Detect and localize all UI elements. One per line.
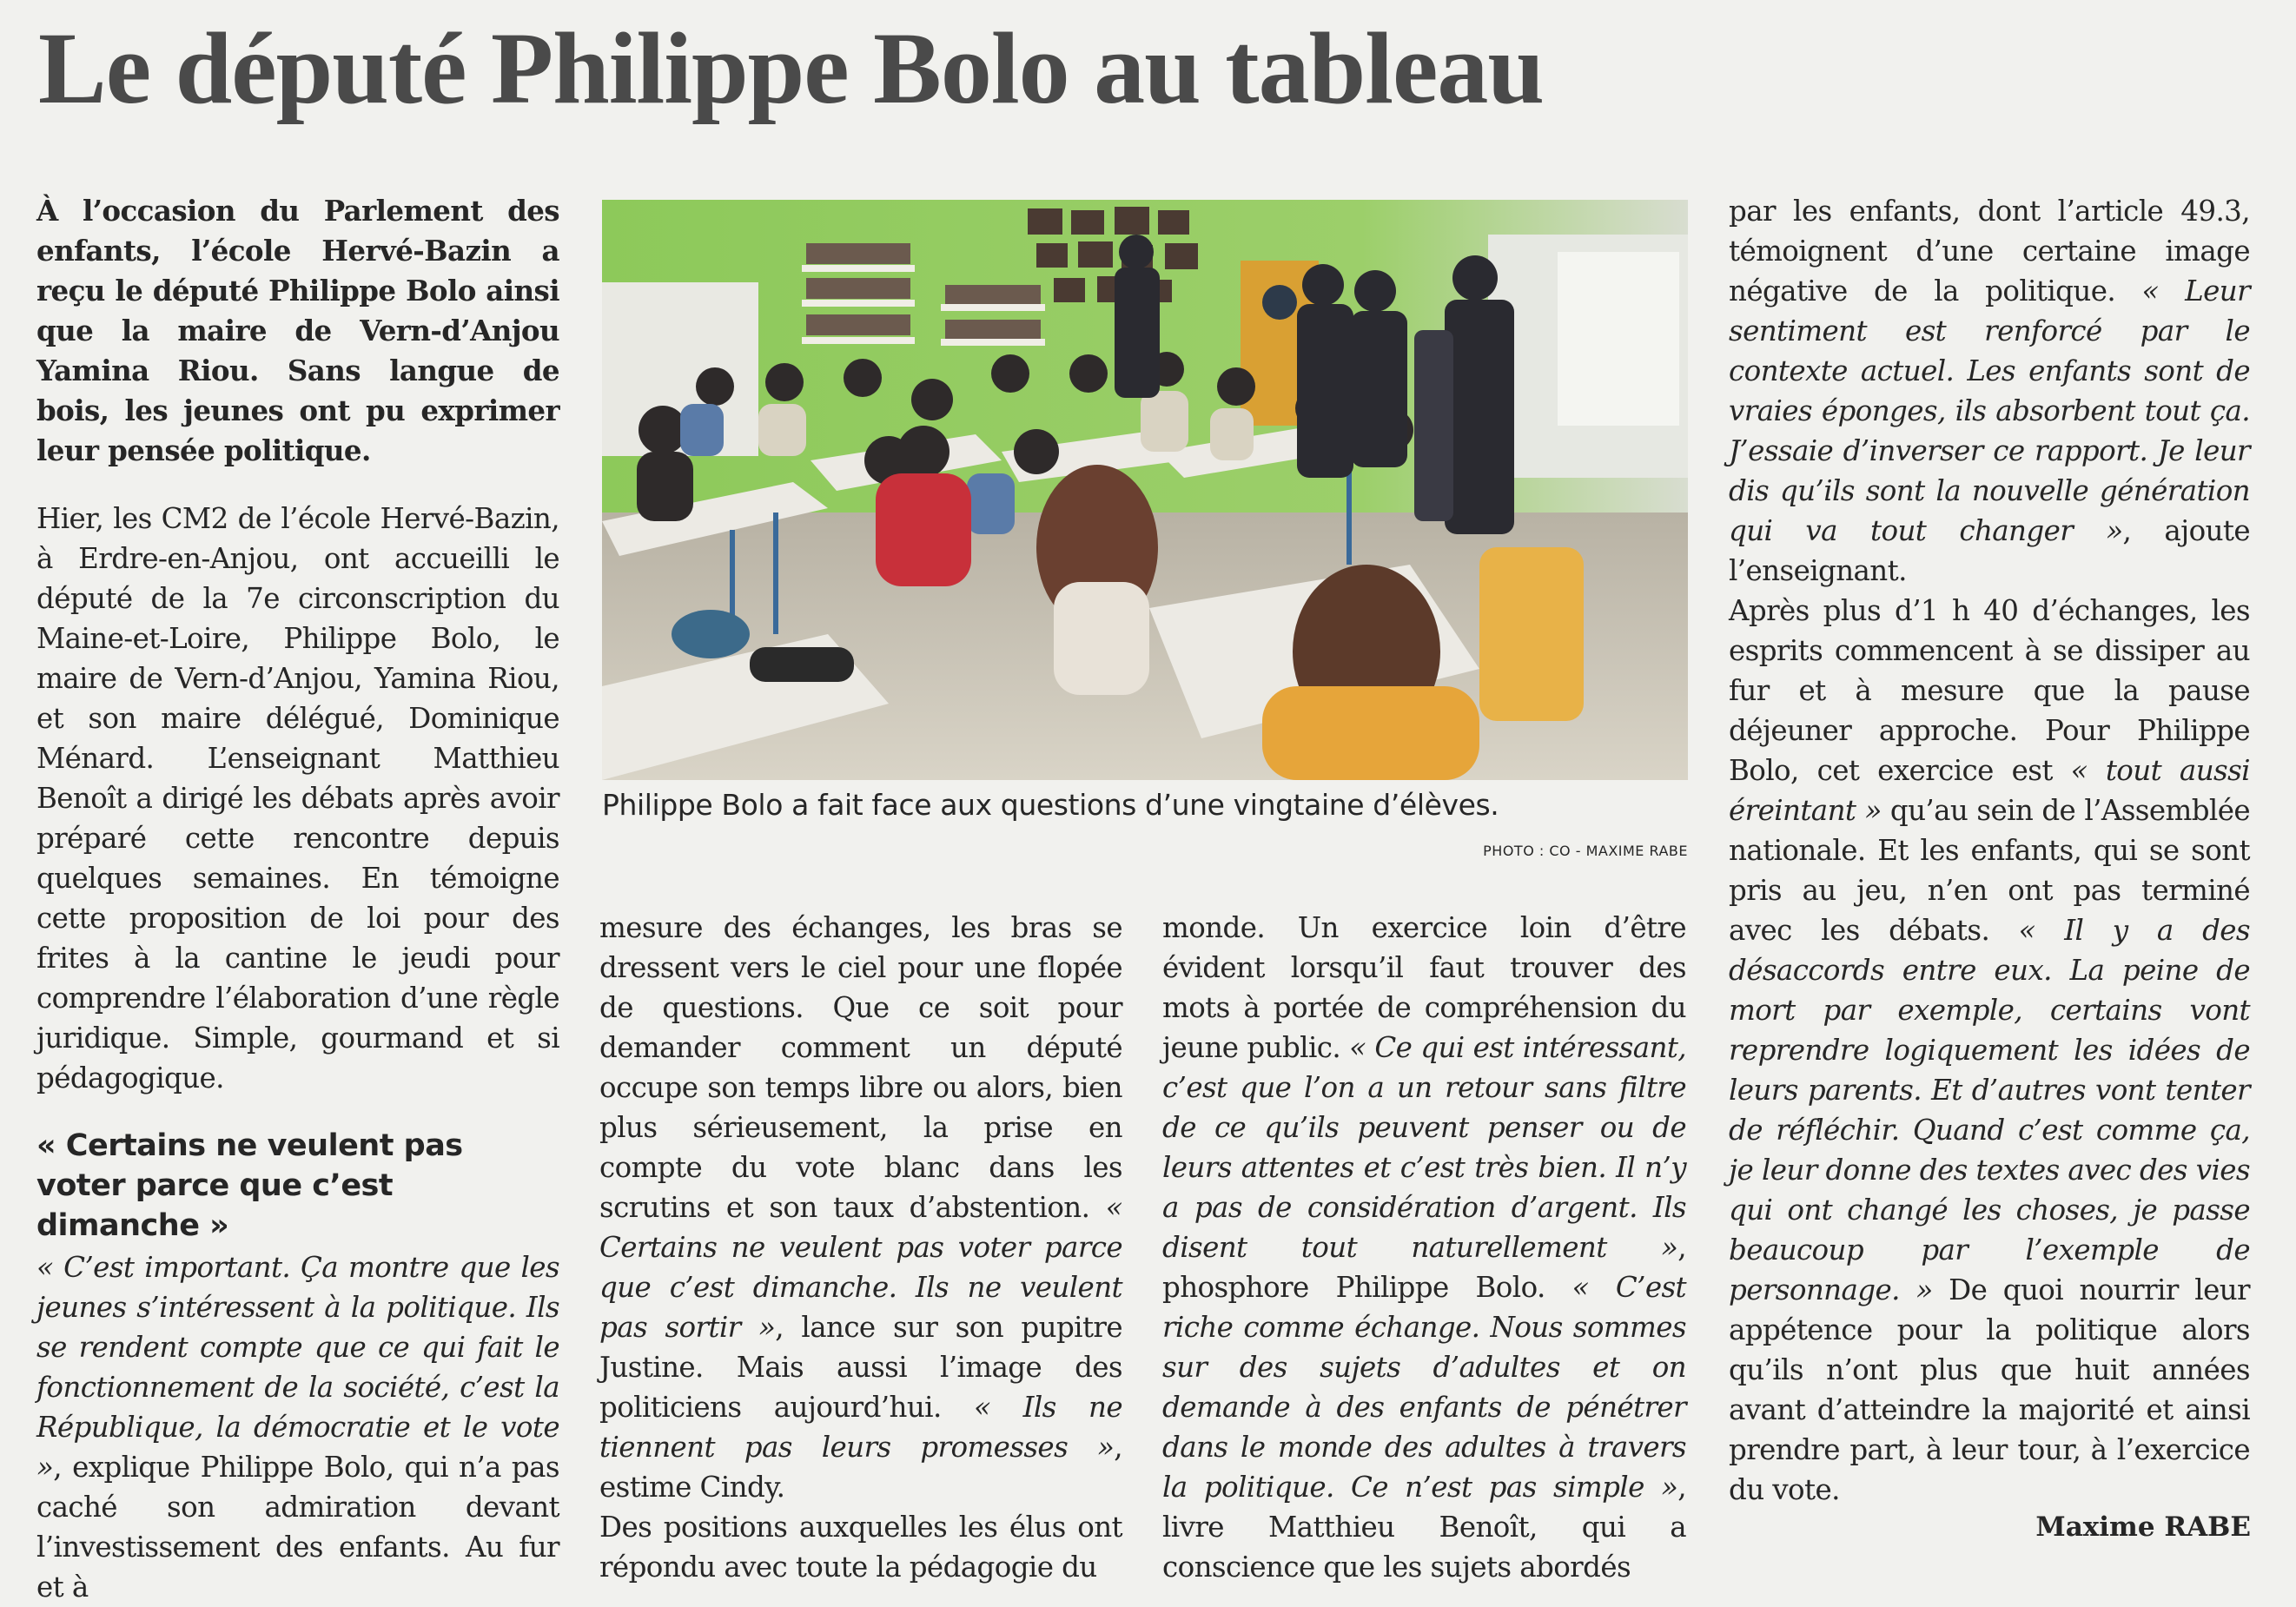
quote: « tout aussi éreintant » xyxy=(1729,754,2250,827)
body-text: mesure des échanges, les bras se dressent vers le ciel pour une flopée de questions. Que ce soit pour demander comment un député occupe son temps libre ou alors, bien plus sérieusement, la prise en compte du vote blanc dans les scrutins et son taux d’abstention. xyxy=(599,911,1122,1224)
quote: « Leur sentiment est renforcé par le contexte actuel. Les enfants sont de vraies éponges, ils absorbent tout ça. J’essaie d’inverser ce rapport. Je leur dis qu’ils sont la nouvelle génération qui va tout changer » xyxy=(1729,274,2251,547)
body-text: , livre Matthieu Benoît, qui a conscience que les sujets abordés xyxy=(1162,1471,1686,1584)
body-paragraph xyxy=(599,908,1122,1507)
body-text: , ajoute l’enseignant. xyxy=(1729,514,2251,587)
author-byline: Maxime RABE xyxy=(2035,1511,2251,1543)
body-text: Après plus d’1 h 40 d’échanges, les esprits commencent à se dissiper au fur et à mesure que la pause déjeuner approche. Pour Philippe Bolo, cet exercice est xyxy=(1729,594,2250,787)
photo-caption: Philippe Bolo a fait face aux questions d’une vingtaine d’élèves. xyxy=(602,788,1499,822)
body-text: De quoi nourrir leur appétence pour la politique alors qu’ils n’ont plus que huit années avant d’atteindre la majorité et ainsi prendre part, à leur tour, à l’exercice du vote. xyxy=(1729,1273,2250,1506)
intertitle: « Certains ne veulent pas voter parce que c’est dimanche » xyxy=(36,1128,463,1243)
headline: Le député Philippe Bolo au tableau xyxy=(38,11,1545,125)
article-column-2 xyxy=(599,908,1122,1587)
body-text: , estime Cindy. xyxy=(599,1431,1122,1504)
body-paragraph xyxy=(1729,591,2250,1510)
quote: « C’est riche comme échange. Nous sommes sur des sujets d’adultes et on demande à des enfants de pénétrer dans le monde des adultes à travers la politique. Ce n’est pas simple » xyxy=(1162,1271,1687,1504)
quote: « Ce qui est intéressant, c’est que l’on a un retour sans filtre de ce qu’ils peuvent penser ou de leurs attentes et c’est très bien. Il n’y a pas de considération d’argent. Ils disent tout naturellement » xyxy=(1162,1031,1687,1264)
article-column-3 xyxy=(1162,908,1686,1587)
body-text: , phosphore Philippe Bolo. xyxy=(1162,1231,1686,1304)
photo-credit: PHOTO : CO - MAXIME RABE xyxy=(1483,843,1688,859)
quote: « Certains ne veulent pas voter parce que c’est dimanche. Ils ne veulent pas sortir » xyxy=(599,1191,1122,1344)
quote: « Il y a des désaccords entre eux. La peine de mort par exemple, certains vont reprendre logiquement les idées de leurs parents. Et d’autres vont tenter de réfléchir. Quand c’est comme ça, je leur donne des textes avec des vies qui ont changé les choses, je passe beaucoup par l’exemple de personnage. » xyxy=(1729,914,2250,1306)
body-paragraph: Hier, les CM2 de l’école Hervé-Bazin, à Erdre-en-Anjou, ont accueilli le député de la 7e circonscription du Maine-et-Loire, Philippe Bolo, le maire de Vern-d’Anjou, Yamina Riou, et son maire délégué, Dominique Ménard. L’enseignant Matthieu Benoît a dirigé les débats après avoir préparé cette rencontre depuis quelques semaines. En témoigne cette proposition de loi pour des frites à la cantine le jeudi pour comprendre l’élaboration d’une règle juridique. Simple, gourmand et si pédagogique. xyxy=(36,502,559,1094)
body-text: monde. Un exercice loin d’être évident lorsqu’il faut trouver des mots à portée de compréhension du jeune public. xyxy=(1162,911,1686,1064)
body-text: qu’au sein de l’Assemblée nationale. Et les enfants, qui se sont pris au jeu, n’en ont pas terminé avec les débats. xyxy=(1729,794,2250,947)
body-paragraph xyxy=(1729,191,2250,591)
body-text: , explique Philippe Bolo, qui n’a pas caché son admiration devant l’investissement des enfants. Au fur et à xyxy=(36,1451,559,1604)
classroom-photo xyxy=(602,200,1688,780)
lead-paragraph: À l’occasion du Parlement des enfants, l’école Hervé-Bazin a reçu le député Philippe Bolo ainsi que la maire de Vern-d’Anjou Yamina Riou. Sans langue de bois, les jeunes ont pu exprimer leur pensée politique. xyxy=(36,194,559,467)
quote: « Ils ne tiennent pas leurs promesses » xyxy=(599,1391,1122,1464)
body-paragraph xyxy=(1162,908,1686,1587)
article-column-1 xyxy=(36,191,559,1607)
quote: « C’est important. Ça montre que les jeunes s’intéressent à la politique. Ils se rendent compte que ce qui fait le fonctionnement de la société, c’est la République, la démocratie et le vote » xyxy=(36,1251,559,1484)
body-paragraph: Des positions auxquelles les élus ont répondu avec toute la pédagogie du xyxy=(599,1511,1122,1584)
body-text: par les enfants, dont l’article 49.3, témoignent d’une certaine image négative de la politique. xyxy=(1729,195,2250,308)
article-column-4 xyxy=(1729,191,2250,1510)
body-paragraph xyxy=(36,1247,559,1607)
body-text: , lance sur son pupitre Justine. Mais aussi l’image des politiciens aujourd’hui. xyxy=(599,1311,1122,1424)
